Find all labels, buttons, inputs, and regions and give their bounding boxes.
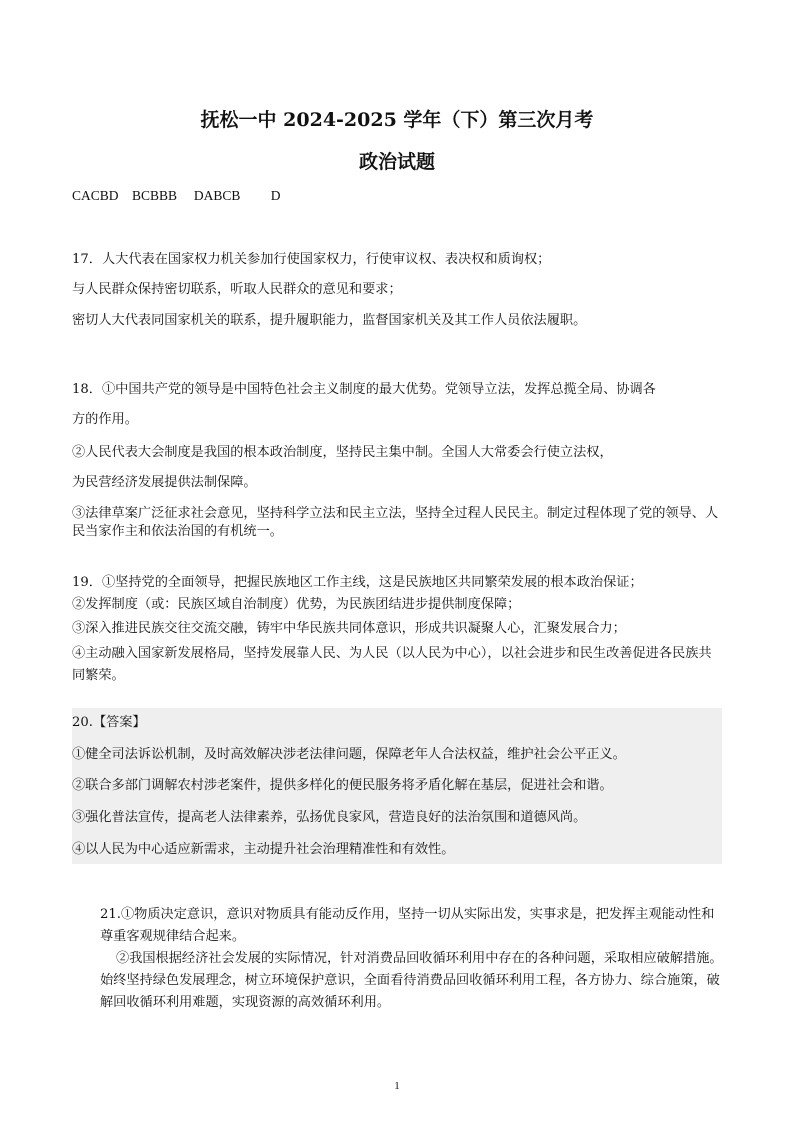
page-subtitle: 政治试题 — [358, 151, 435, 173]
q17-line-1: 17．人大代表在国家权力机关参加行使国家权力，行使审议权、表决权和质询权； — [72, 252, 551, 267]
q20-heading: 20.【答案】 — [72, 715, 146, 730]
page-title: 抚松一中 2024-2025 学年（下）第三次月考 — [200, 109, 594, 131]
q19-line-1: 19．①坚持党的全面领导，把握民族地区工作主线，这是民族地区共同繁荣发展的根本政治保证； — [72, 575, 643, 590]
q18-line-4: 为民营经济发展提供法制保障。 — [72, 475, 257, 490]
q20-item-3: ③强化普法宣传，提高老人法律素养，弘扬优良家风，营造良好的法治氛围和道德风尚。 — [72, 810, 587, 825]
q18-line-2: 方的作用。 — [72, 412, 138, 427]
q20-item-1: ①健全司法诉讼机制，及时高效解决涉老法律问题，保障老年人合法权益，维护社会公平正义。 — [72, 747, 626, 762]
q19-line-4: ④主动融入国家新发展格局，坚持发展靠人民、为人民（以人民为中心），以社会进步和民生改善促进各民族共同繁荣。 — [72, 646, 712, 683]
q18-line-3: ②人民代表大会制度是我国的根本政治制度，坚持民主集中制。全国人大常委会行使立法权， — [72, 445, 613, 460]
q20-item-2: ②联合多部门调解农村涉老案件，提供多样化的便民服务将矛盾化解在基层，促进社会和谐。 — [72, 778, 613, 793]
q21-paragraph-2: ②我国根据经济社会发展的实际情况，针对消费品回收循环利用中存在的各种问题，采取相应破解措施。始终坚持绿色发展理念，树立环境保护意识，全面看待消费品回收循环利用工程，各方协力、综合施策，破解回收循环利用难题，实现资源的高效循环利用。 — [100, 951, 723, 1010]
q17-line-2: 与人民群众保持密切联系，听取人民群众的意见和要求； — [72, 282, 402, 297]
q19-line-3: ③深入推进民族交往交流交融，铸牢中华民族共同体意识，形成共识凝聚人心，汇聚发展合力； — [72, 621, 626, 636]
page-number: 1 — [394, 1080, 400, 1092]
q18-line-1: 18．①中国共产党的领导是中国特色社会主义制度的最大优势。党领导立法，发挥总揽全局、协调各 — [72, 382, 656, 397]
q19-line-2: ②发挥制度（或：民族区域自治制度）优势，为民族团结进步提供制度保障； — [72, 597, 521, 612]
q17-line-3: 密切人大代表同国家机关的联系，提升履职能力，监督国家机关及其工作人员依法履职。 — [72, 313, 587, 328]
q18-line-5: ③法律草案广泛征求社会意见，坚持科学立法和民主立法，坚持全过程人民民主。制定过程体现了党的领导、人民当家作主和依法治国的有机统一。 — [72, 506, 719, 539]
q21-paragraph-1: 21.①物质决定意识，意识对物质具有能动反作用，坚持一切从实际出发，实事求是，把发挥主观能动性和尊重客观规律结合起来。 — [100, 907, 715, 944]
multiple-choice-answers: CACBD BCBBB DABCB D — [72, 188, 281, 203]
q20-item-4: ④以人民为中心适应新需求，主动提升社会治理精准性和有效性。 — [72, 842, 455, 857]
